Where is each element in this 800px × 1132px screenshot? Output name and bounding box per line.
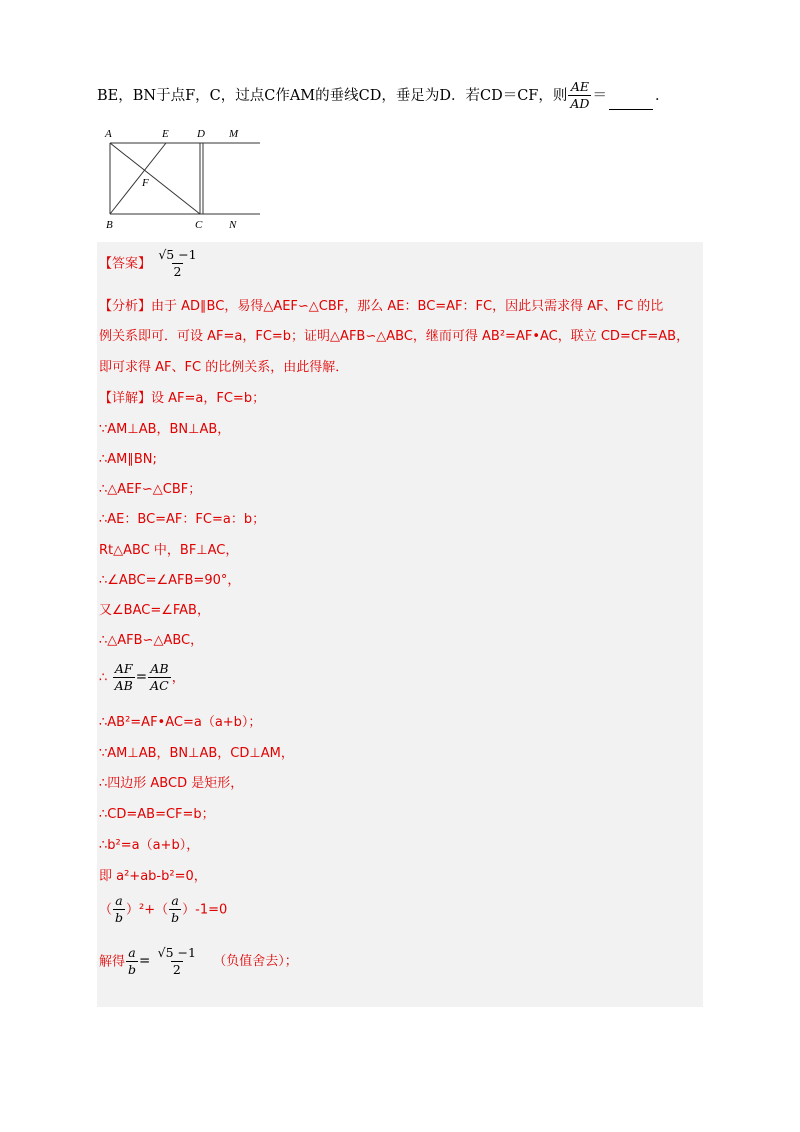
final-line	[99, 946, 298, 978]
step-line: ∵AM⊥AB，BN⊥AB，CD⊥AM，	[99, 746, 294, 761]
final-equals: =	[139, 953, 151, 970]
step-line: ∴AB²=AF•AC=a（a+b）；	[99, 715, 262, 730]
quadratic-open: （	[99, 902, 113, 918]
detail-text-1: 设 AF=a，FC=b；	[151, 391, 266, 406]
final-prefix: 解得	[99, 954, 126, 970]
detail-tag: 【详解】	[99, 391, 152, 406]
question-text: BE，BN于点F，C，过点C作AM的垂线CD，垂足为D．若CD＝CF，则	[97, 87, 568, 104]
quadratic-fraction-2	[169, 894, 181, 926]
proportion-f1-numerator: AF	[114, 661, 133, 676]
label-m: M	[229, 128, 239, 140]
final-result-denominator: 2	[172, 962, 181, 978]
step-line: ∴△AEF∽△CBF；	[99, 482, 202, 497]
analysis-text-1: 由于 AD∥BC，易得△AEF∽△CBF，那么 AE：BC=AF：FC，因此只需求得 AF、FC 的比	[151, 299, 664, 314]
step-line: ∴CD=AB=CF=b；	[99, 807, 215, 822]
step-line: ∴AM∥BN;	[99, 452, 157, 467]
question-fraction-numerator: AE	[570, 79, 589, 94]
final-ab-denominator: b	[128, 962, 137, 978]
final-ab-numerator: a	[128, 945, 136, 960]
question-end: ．	[654, 87, 670, 104]
proportion-suffix: ，	[171, 670, 185, 686]
final-result-numerator: √5 −1	[157, 945, 196, 960]
quadratic-fraction-1	[113, 894, 125, 926]
label-b: B	[106, 219, 113, 231]
question-equals: ＝	[592, 87, 607, 104]
step-line: Rt△ABC 中，BF⊥AC，	[99, 543, 239, 558]
proportion-f2-denominator: AC	[150, 678, 169, 694]
quadratic-line	[99, 894, 227, 926]
analysis-line-2: 例关系即可．可设 AF=a，FC=b；证明△AFB∽△ABC，继而可得 AB²=AF•AC，联立 CD=CF=AB，	[99, 329, 690, 344]
answer-numerator: √5 −1	[158, 247, 197, 262]
quadratic-f2-denominator: b	[171, 910, 180, 926]
step-line: ∴四边形 ABCD 是矩形，	[99, 776, 244, 791]
label-n: N	[229, 219, 237, 231]
proportion-prefix: ∴	[99, 670, 108, 686]
step-line: 又∠BAC=∠FAB，	[99, 603, 210, 618]
proportion-fraction-2	[148, 662, 171, 694]
final-fraction-ab	[126, 946, 138, 978]
analysis-tag: 【分析】	[99, 299, 152, 314]
final-fraction-result	[156, 946, 198, 978]
geometry-figure	[100, 124, 270, 232]
step-line: ∴AE：BC=AF：FC=a：b；	[99, 512, 266, 527]
quadratic-f2-numerator: a	[171, 893, 179, 908]
step-line: ∵AM⊥AB，BN⊥AB，	[99, 422, 231, 437]
analysis-line-1	[99, 300, 663, 313]
quadratic-end: ）-1=0	[182, 902, 228, 918]
solution-panel	[97, 242, 703, 1007]
answer-blank	[609, 108, 653, 110]
answer-denominator: 2	[173, 264, 182, 280]
proportion-f1-denominator: AB	[114, 678, 133, 694]
label-e: E	[162, 128, 169, 140]
question-fraction-denominator: AD	[570, 96, 590, 112]
segment-be	[110, 143, 166, 214]
answer-fraction	[156, 248, 198, 280]
step-line: ∴△AFB∽△ABC，	[99, 633, 204, 648]
answer-line	[99, 248, 200, 280]
question-line	[97, 80, 669, 112]
detail-line-1	[99, 392, 265, 405]
question-fraction	[568, 80, 591, 112]
label-d: D	[197, 128, 205, 140]
step-line: ∴∠ABC=∠AFB=90°，	[99, 573, 241, 588]
final-note: （负值舍去）；	[213, 954, 298, 970]
quadratic-f1-denominator: b	[115, 910, 124, 926]
proportion-f2-numerator: AB	[150, 661, 169, 676]
quadratic-f1-numerator: a	[115, 893, 123, 908]
proportion-equals: =	[135, 669, 148, 686]
analysis-line-3: 即可求得 AF、FC 的比例关系，由此得解．	[99, 360, 349, 375]
answer-tag: 【答案】	[99, 256, 152, 272]
label-f: F	[142, 177, 149, 189]
proportion-fraction-1	[113, 662, 135, 694]
step-line: ∴b²=a（a+b），	[99, 838, 200, 853]
label-c: C	[195, 219, 203, 231]
step-line: 即 a²+ab-b²=0，	[99, 869, 207, 884]
proportion-line	[99, 662, 185, 694]
segment-ac	[110, 143, 200, 214]
label-a: A	[105, 128, 112, 140]
quadratic-middle: ）²+（	[126, 902, 169, 918]
